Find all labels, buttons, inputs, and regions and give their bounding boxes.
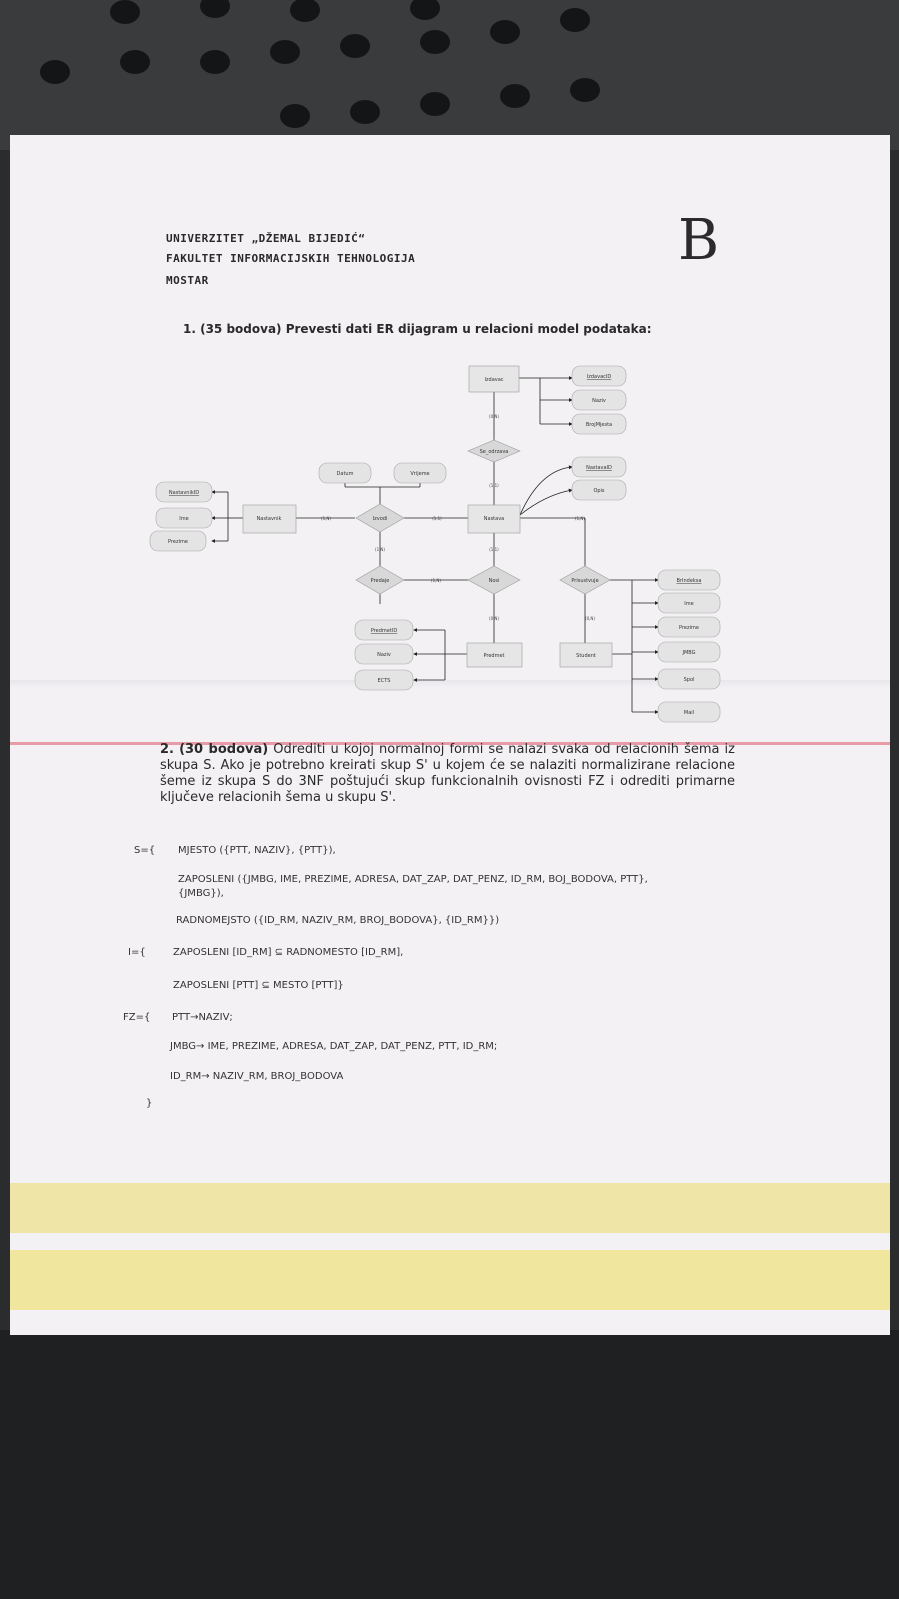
set-close-brace: } (146, 1098, 153, 1109)
set-s-zaposleni-key: {JMBG}), (178, 888, 224, 899)
question-2 (160, 742, 735, 806)
card-label: (0,N) (585, 616, 595, 621)
rel-se-odrzava-label: Se_odrzava (479, 449, 509, 455)
attr-nastava-id-label: NastavaID (586, 465, 612, 471)
set-i-1: ZAPOSLENI [ID_RM] ⊆ RADNOMESTO [ID_RM], (173, 947, 404, 958)
entity-nastava-label: Nastava (483, 516, 505, 522)
set-fz-1: PTT→NAZIV; (172, 1012, 233, 1023)
attr-datum-label: Datum (336, 471, 354, 477)
set-i-2: ZAPOSLENI [PTT] ⊆ MESTO [PTT]} (173, 980, 344, 991)
attr-student-prezime-label: Prezime (679, 625, 699, 631)
set-i-label: I={ (128, 947, 146, 958)
attr-student-jmbg-label: JMBG (682, 650, 696, 656)
set-s-zaposleni: ZAPOSLENI ({JMBG, IME, PREZIME, ADRESA, DAT_ZAP, DAT_PENZ, ID_RM, BOJ_BODOVA, PTT}, (178, 874, 648, 885)
attr-student-brindeksa-label: BrIndeksa (676, 578, 702, 584)
set-s-label: S={ (134, 845, 156, 856)
attr-student-mail-label: Mail (683, 710, 695, 716)
card-label: (1,1) (489, 547, 499, 552)
card-label: (0,N) (489, 616, 499, 621)
faculty-name: FAKULTET INFORMACIJSKIH TEHNOLOGIJA (166, 252, 416, 265)
yellow-stripe (10, 1250, 890, 1310)
set-s-mjesto: MJESTO ({PTT, NAZIV}, {PTT}), (178, 845, 336, 856)
question-2-text: Odrediti u kojoj normalnoj formi se nalazi svaka od relacionih šema iz skupa S. Ako je potrebno kreirati skup S' u kojem će se nalaziti normalizirane relacione šeme iz skupa S do 3NF poštujući skup funkcionalnih ovisnosti FZ i odrediti primarne ključeve relacionih šema u skupu S'. (160, 742, 735, 805)
city-name: MOSTAR (166, 274, 209, 287)
card-label: (1,N) (575, 516, 585, 521)
rel-predaje-label: Predaje (370, 578, 390, 584)
card-label: (1,1) (489, 483, 499, 488)
card-label: (1,N) (321, 516, 331, 521)
attr-nastavnik-id-label: NastavnikID (168, 490, 200, 496)
yellow-stripe (10, 1183, 890, 1233)
attr-predmet-ects-label: ECTS (377, 678, 391, 684)
attr-vrijeme-label: Vrijeme (410, 471, 430, 477)
background-table (0, 1330, 899, 1599)
attr-nastavnik-prezime-label: Prezime (168, 539, 188, 545)
attr-student-spol-label: Spol (683, 677, 695, 683)
exam-variant: B (678, 208, 720, 273)
set-fz-3: ID_RM→ NAZIV_RM, BROJ_BODOVA (170, 1071, 344, 1082)
attr-izdavac-naziv-label: Naziv (592, 398, 606, 404)
rel-nosi-label: Nosi (488, 578, 500, 584)
attr-izdavac-id-label: IzdavacID (586, 374, 612, 380)
card-label: (1,N) (375, 547, 385, 552)
attr-izdavac-broj-label: BrojMjesta (585, 422, 613, 428)
set-s-radnomjesto: RADNOMEJSTO ({ID_RM, NAZIV_RM, BROJ_BODOVA}, {ID_RM}}) (176, 915, 500, 926)
university-name: UNIVERZITET „DŽEMAL BIJEDIĆ“ (166, 232, 366, 245)
set-fz-2: JMBG→ IME, PREZIME, ADRESA, DAT_ZAP, DAT_PENZ, PTT, ID_RM; (170, 1041, 498, 1052)
attr-nastavnik-ime-label: Ime (179, 516, 189, 522)
card-label: (1,N) (431, 578, 441, 583)
entity-izdavac-label: Izdavac (484, 377, 504, 383)
er-diagram (0, 0, 899, 740)
card-label: (1,1) (432, 516, 442, 521)
entity-predmet-label: Predmet (483, 653, 505, 659)
attr-predmet-id-label: PredmetID (370, 628, 398, 634)
attr-student-ime-label: Ime (684, 601, 694, 607)
entity-nastavnik-label: Nastavnik (256, 516, 282, 522)
question-2-number: 2. (160, 742, 174, 757)
question-2-points: (30 bodova) (179, 742, 269, 757)
entity-student-label: Student (576, 653, 596, 659)
set-fz-label: FZ={ (123, 1012, 151, 1023)
card-label: (0,N) (489, 414, 499, 419)
attr-predmet-naziv-label: Naziv (377, 652, 391, 658)
rel-prisustvuje-label: Prisustvuje (571, 578, 599, 584)
question-1: 1. (35 bodova) Prevesti dati ER dijagram u relacioni model podataka: (183, 322, 652, 336)
attr-nastava-opis-label: Opis (593, 488, 605, 494)
rel-izvodi-label: Izvodi (372, 516, 388, 522)
